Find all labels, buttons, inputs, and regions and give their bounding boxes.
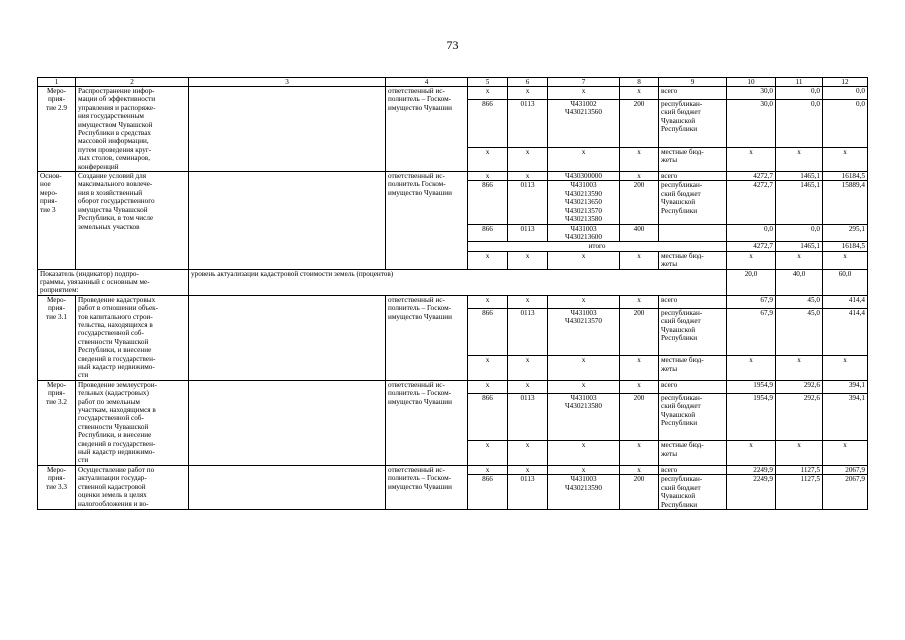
value-cell: 4272,7 (727, 181, 776, 224)
cell: x (548, 87, 620, 100)
value-cell: 1465,1 (776, 242, 823, 251)
empty-cell (189, 295, 386, 380)
cell: x (548, 356, 620, 381)
table-row (38, 172, 868, 181)
value-cell: x (776, 251, 823, 269)
value-cell: 2249,9 (727, 465, 776, 474)
cell: x (620, 380, 659, 393)
value-cell: 414,4 (823, 295, 868, 308)
indicator-row (38, 269, 868, 295)
funding-source: республикан- ский бюджет Чувашской Республики (659, 181, 727, 224)
column-number: 7 (548, 78, 620, 87)
column-number: 8 (620, 78, 659, 87)
funding-source: всего (659, 380, 727, 393)
cell: x (468, 295, 508, 308)
empty-cell (189, 380, 386, 465)
responsible-executor: ответственный ис- полнитель – Госком- имущество Чувашии (386, 465, 468, 509)
value-cell: x (823, 356, 868, 381)
funding-source: всего (659, 87, 727, 100)
cell: x (620, 147, 659, 172)
funding-source: всего (659, 295, 727, 308)
cell: x (508, 441, 548, 466)
cell: x (508, 380, 548, 393)
cell: x (620, 465, 659, 474)
value-cell: 2067,9 (823, 475, 868, 510)
value-cell: 0,0 (823, 99, 868, 147)
cell: 866 (468, 181, 508, 224)
cell: x (508, 356, 548, 381)
cell: x (468, 465, 508, 474)
responsible-executor: ответственный ис- полнитель Госком- имущество Чувашии (386, 172, 468, 269)
cell: 866 (468, 99, 508, 147)
value-cell: 1465,1 (776, 181, 823, 224)
value-cell: 1954,9 (727, 380, 776, 393)
measure-description: Распространение инфор- мации об эффективности управления и распоряже- ния государственным имуществом Чувашской Республики в средствах массовой информации, путем проведения круг- лых столов, семинаров, конференций (76, 87, 189, 172)
cell: x (508, 465, 548, 474)
column-number-row (38, 78, 868, 87)
value-cell: 1127,5 (776, 465, 823, 474)
value-cell: 4272,7 (727, 172, 776, 181)
value-cell: x (823, 441, 868, 466)
cell: x (548, 295, 620, 308)
measure-code: Основ- ное меро- прия- тие 3 (38, 172, 76, 269)
cell: x (548, 441, 620, 466)
cell: x (508, 147, 548, 172)
cell: 866 (468, 393, 508, 441)
cell: 0113 (508, 475, 548, 510)
measure-description: Проведение кадастровых работ в отношении объек- тов капитального строи- тельства, находящихся в государственной соб- ственности Чувашской Республики, и внесение сведений в государствен- ный кадастр недвижимо- сти (76, 295, 189, 380)
cell: x (508, 295, 548, 308)
value-cell: 30,0 (727, 99, 776, 147)
funding-source: республикан- ский бюджет Чувашской Республики (659, 99, 727, 147)
cell: x (508, 172, 548, 181)
value-cell: x (727, 441, 776, 466)
value-cell: 1127,5 (776, 475, 823, 510)
column-number: 9 (659, 78, 727, 87)
value-cell: 1954,9 (727, 393, 776, 441)
column-number: 5 (468, 78, 508, 87)
cell: 400 (620, 224, 659, 242)
cell: Ч431003 Ч430213600 (548, 224, 620, 242)
funding-source: республикан- ский бюджет Чувашской Республики (659, 308, 727, 356)
cell: x (548, 147, 620, 172)
value-cell: x (727, 356, 776, 381)
column-number: 2 (76, 78, 189, 87)
cell: x (508, 87, 548, 100)
value-cell: 292,6 (776, 393, 823, 441)
cell: Ч431002 Ч430213560 (548, 99, 620, 147)
funding-source: республикан- ский бюджет Чувашской Республики (659, 475, 727, 510)
value-cell: 40,0 (776, 269, 823, 295)
cell: x (468, 172, 508, 181)
value-cell: 0,0 (727, 224, 776, 242)
cell: x (620, 295, 659, 308)
column-number: 12 (823, 78, 868, 87)
value-cell: 20,0 (727, 269, 776, 295)
cell: Ч431003 Ч430213590 (548, 475, 620, 510)
value-cell: 67,9 (727, 295, 776, 308)
value-cell: 45,0 (776, 295, 823, 308)
indicator-label: Показатель (индикатор) подпро- граммы, увязанный с основным ме- роприятием: (38, 269, 189, 295)
value-cell: x (727, 251, 776, 269)
value-cell: 414,4 (823, 308, 868, 356)
value-cell: 1465,1 (776, 172, 823, 181)
cell: x (468, 251, 508, 269)
value-cell: x (776, 147, 823, 172)
value-cell: x (776, 441, 823, 466)
value-cell: x (776, 356, 823, 381)
indicator-text: уровень актуализации кадастровой стоимости земель (процентов) (189, 269, 727, 295)
responsible-executor: ответственный ис- полнитель – Госком- имущество Чувашии (386, 87, 468, 172)
value-cell: 0,0 (776, 87, 823, 100)
value-cell: 394,1 (823, 380, 868, 393)
cell: 866 (468, 308, 508, 356)
funding-source: местные бюд- жеты (659, 147, 727, 172)
funding-source: местные бюд- жеты (659, 356, 727, 381)
cell: x (468, 147, 508, 172)
value-cell: x (823, 147, 868, 172)
table-row (38, 380, 868, 393)
cell: x (468, 441, 508, 466)
column-number: 6 (508, 78, 548, 87)
funding-source: местные бюд- жеты (659, 251, 727, 269)
cell: 0113 (508, 393, 548, 441)
measure-description: Проведение землеустрои- тельных (кадастровых) работ по земельным участкам, находящимся в государственной соб- ственности Чувашской Республики, и внесение сведений в государствен- ный кадастр недвижимо- сти (76, 380, 189, 465)
cell: x (620, 172, 659, 181)
cell: x (620, 87, 659, 100)
empty-cell (659, 224, 727, 242)
measure-description: Осуществление работ по актуализации государ- ственной кадастровой оценки земель в целях налогообложения и во- (76, 465, 189, 509)
value-cell: 30,0 (727, 87, 776, 100)
cell: 200 (620, 393, 659, 441)
cell: Ч430300000 (548, 172, 620, 181)
measure-code: Меро- прия- тие 2.9 (38, 87, 76, 172)
value-cell: 0,0 (776, 224, 823, 242)
total-label: итого (468, 242, 727, 251)
cell: 0113 (508, 308, 548, 356)
table-row (38, 295, 868, 308)
measure-description: Создание условий для максимального вовлече- ния в хозяйственный оборот государственного имущества Чувашской Республики, в том числе земельных участков (76, 172, 189, 269)
cell: x (508, 251, 548, 269)
cell: x (468, 380, 508, 393)
value-cell: 0,0 (776, 99, 823, 147)
value-cell: 16184,5 (823, 242, 868, 251)
value-cell: x (823, 251, 868, 269)
empty-cell (189, 465, 386, 509)
table-row (38, 87, 868, 100)
responsible-executor: ответственный ис- полнитель – Госком- имущество Чувашии (386, 295, 468, 380)
funding-source: местные бюд- жеты (659, 441, 727, 466)
responsible-executor: ответственный ис- полнитель – Госком- имущество Чувашии (386, 380, 468, 465)
cell: x (620, 251, 659, 269)
cell: 866 (468, 475, 508, 510)
column-number: 1 (38, 78, 76, 87)
measure-code: Меро- прия- тие 3.3 (38, 465, 76, 509)
budget-table (37, 77, 868, 510)
cell: x (468, 87, 508, 100)
value-cell: 15889,4 (823, 181, 868, 224)
value-cell: 0,0 (823, 87, 868, 100)
cell: x (548, 380, 620, 393)
cell: 200 (620, 99, 659, 147)
cell: 866 (468, 224, 508, 242)
value-cell: 394,1 (823, 393, 868, 441)
column-number: 4 (386, 78, 468, 87)
table-row (38, 465, 868, 474)
funding-source: всего (659, 172, 727, 181)
value-cell: 67,9 (727, 308, 776, 356)
empty-cell (189, 87, 386, 172)
cell: x (620, 441, 659, 466)
cell: x (620, 356, 659, 381)
cell: 0113 (508, 99, 548, 147)
empty-cell (189, 172, 386, 269)
cell: Ч431003 Ч430213590 Ч430213650 Ч430213570 Ч430213580 (548, 181, 620, 224)
value-cell: 16184,5 (823, 172, 868, 181)
page-number: 73 (446, 38, 459, 52)
cell: x (548, 251, 620, 269)
value-cell: 60,0 (823, 269, 868, 295)
cell: 0113 (508, 224, 548, 242)
funding-source: республикан- ский бюджет Чувашской Республики (659, 393, 727, 441)
column-number: 11 (776, 78, 823, 87)
funding-source: всего (659, 465, 727, 474)
cell: 200 (620, 475, 659, 510)
value-cell: 45,0 (776, 308, 823, 356)
value-cell: 292,6 (776, 380, 823, 393)
cell: 200 (620, 181, 659, 224)
value-cell: x (727, 147, 776, 172)
measure-code: Меро- прия- тие 3.1 (38, 295, 76, 380)
measure-code: Меро- прия- тие 3.2 (38, 380, 76, 465)
value-cell: 2249,9 (727, 475, 776, 510)
cell: x (468, 356, 508, 381)
cell: Ч431003 Ч430213570 (548, 308, 620, 356)
cell: Ч431003 Ч430213580 (548, 393, 620, 441)
column-number: 10 (727, 78, 776, 87)
value-cell: 295,1 (823, 224, 868, 242)
cell: 200 (620, 308, 659, 356)
cell: 0113 (508, 181, 548, 224)
column-number: 3 (189, 78, 386, 87)
value-cell: 4272,7 (727, 242, 776, 251)
cell: x (548, 465, 620, 474)
value-cell: 2067,9 (823, 465, 868, 474)
